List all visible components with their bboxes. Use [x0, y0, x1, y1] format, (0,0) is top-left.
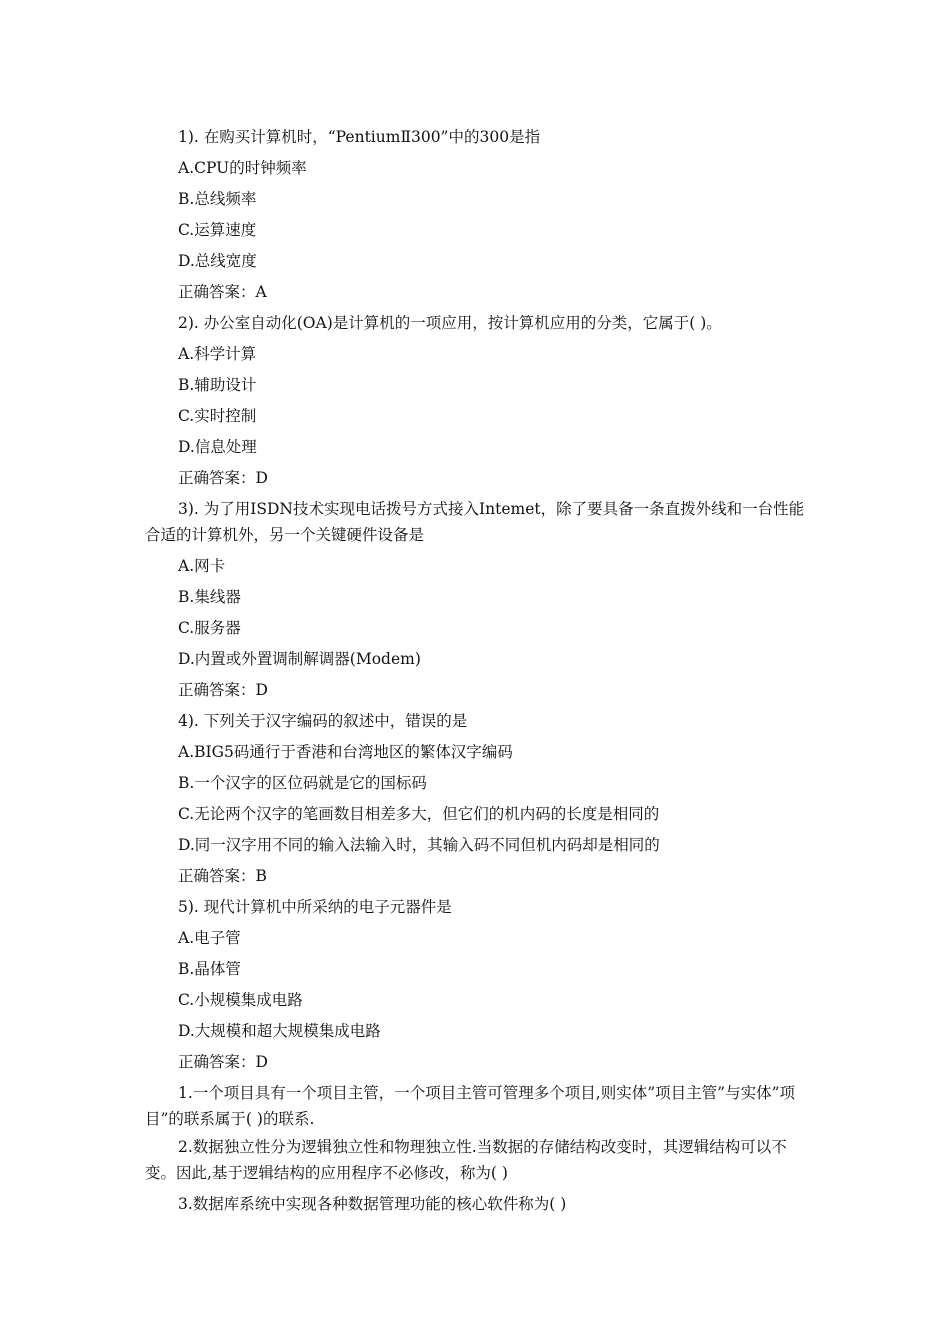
extra-question: 1.一个项目具有一个项目主管，一个项目主管可管理多个项目,则实体”项目主管”与实体”项目”的联系属于( )的联系. — [145, 1084, 795, 1128]
option-d: D.内置或外置调制解调器(Modem) — [178, 650, 421, 668]
correct-answer: 正确答案：A — [178, 283, 267, 301]
option-a: A.CPU的时钟频率 — [178, 159, 307, 177]
option-d: D.同一汉字用不同的输入法输入时，其输入码不同但机内码却是相同的 — [178, 836, 660, 854]
option-b: B.总线频率 — [178, 190, 257, 208]
option-b: B.辅助设计 — [178, 376, 257, 394]
question-stem: 5). 现代计算机中所采纳的电子元器件是 — [178, 898, 452, 916]
question-stem: 4). 下列关于汉字编码的叙述中，错误的是 — [178, 712, 468, 730]
option-c: C.运算速度 — [178, 221, 257, 239]
extra-question: 2.数据独立性分为逻辑独立性和物理独立性.当数据的存储结构改变时，其逻辑结构可以不变。因此,基于逻辑结构的应用程序不必修改，称为( ) — [145, 1138, 787, 1182]
question-stem: 2). 办公室自动化(OA)是计算机的一项应用，按计算机应用的分类，它属于( )。 — [178, 314, 722, 332]
correct-answer: 正确答案：D — [178, 469, 268, 487]
option-b: B.晶体管 — [178, 960, 241, 978]
option-b: B.一个汉字的区位码就是它的国标码 — [178, 774, 427, 792]
option-d: D.总线宽度 — [178, 252, 257, 270]
option-c: C.实时控制 — [178, 407, 257, 425]
extra-question: 3.数据库系统中实现各种数据管理功能的核心软件称为( ) — [178, 1195, 567, 1213]
option-a: A.科学计算 — [178, 345, 257, 363]
question-stem: 1). 在购买计算机时，“PentiumⅡ300”中的300是指 — [178, 128, 541, 146]
option-c: C.小规模集成电路 — [178, 991, 303, 1009]
correct-answer: 正确答案：B — [178, 867, 267, 885]
option-c: C.服务器 — [178, 619, 241, 637]
option-a: A.网卡 — [178, 557, 226, 575]
option-c: C.无论两个汉字的笔画数目相差多大，但它们的机内码的长度是相同的 — [178, 805, 660, 823]
option-d: D.信息处理 — [178, 438, 257, 456]
option-b: B.集线器 — [178, 588, 241, 606]
option-a: A.BIG5码通行于香港和台湾地区的繁体汉字编码 — [178, 743, 513, 761]
question-stem: 3). 为了用ISDN技术实现电话拨号方式接入Intemet，除了要具备一条直拨外线和一台性能合适的计算机外，另一个关键硬件设备是 — [145, 500, 805, 544]
question-list — [145, 122, 810, 1220]
option-a: A.电子管 — [178, 929, 241, 947]
correct-answer: 正确答案：D — [178, 1053, 268, 1071]
option-d: D.大规模和超大规模集成电路 — [178, 1022, 381, 1040]
correct-answer: 正确答案：D — [178, 681, 268, 699]
